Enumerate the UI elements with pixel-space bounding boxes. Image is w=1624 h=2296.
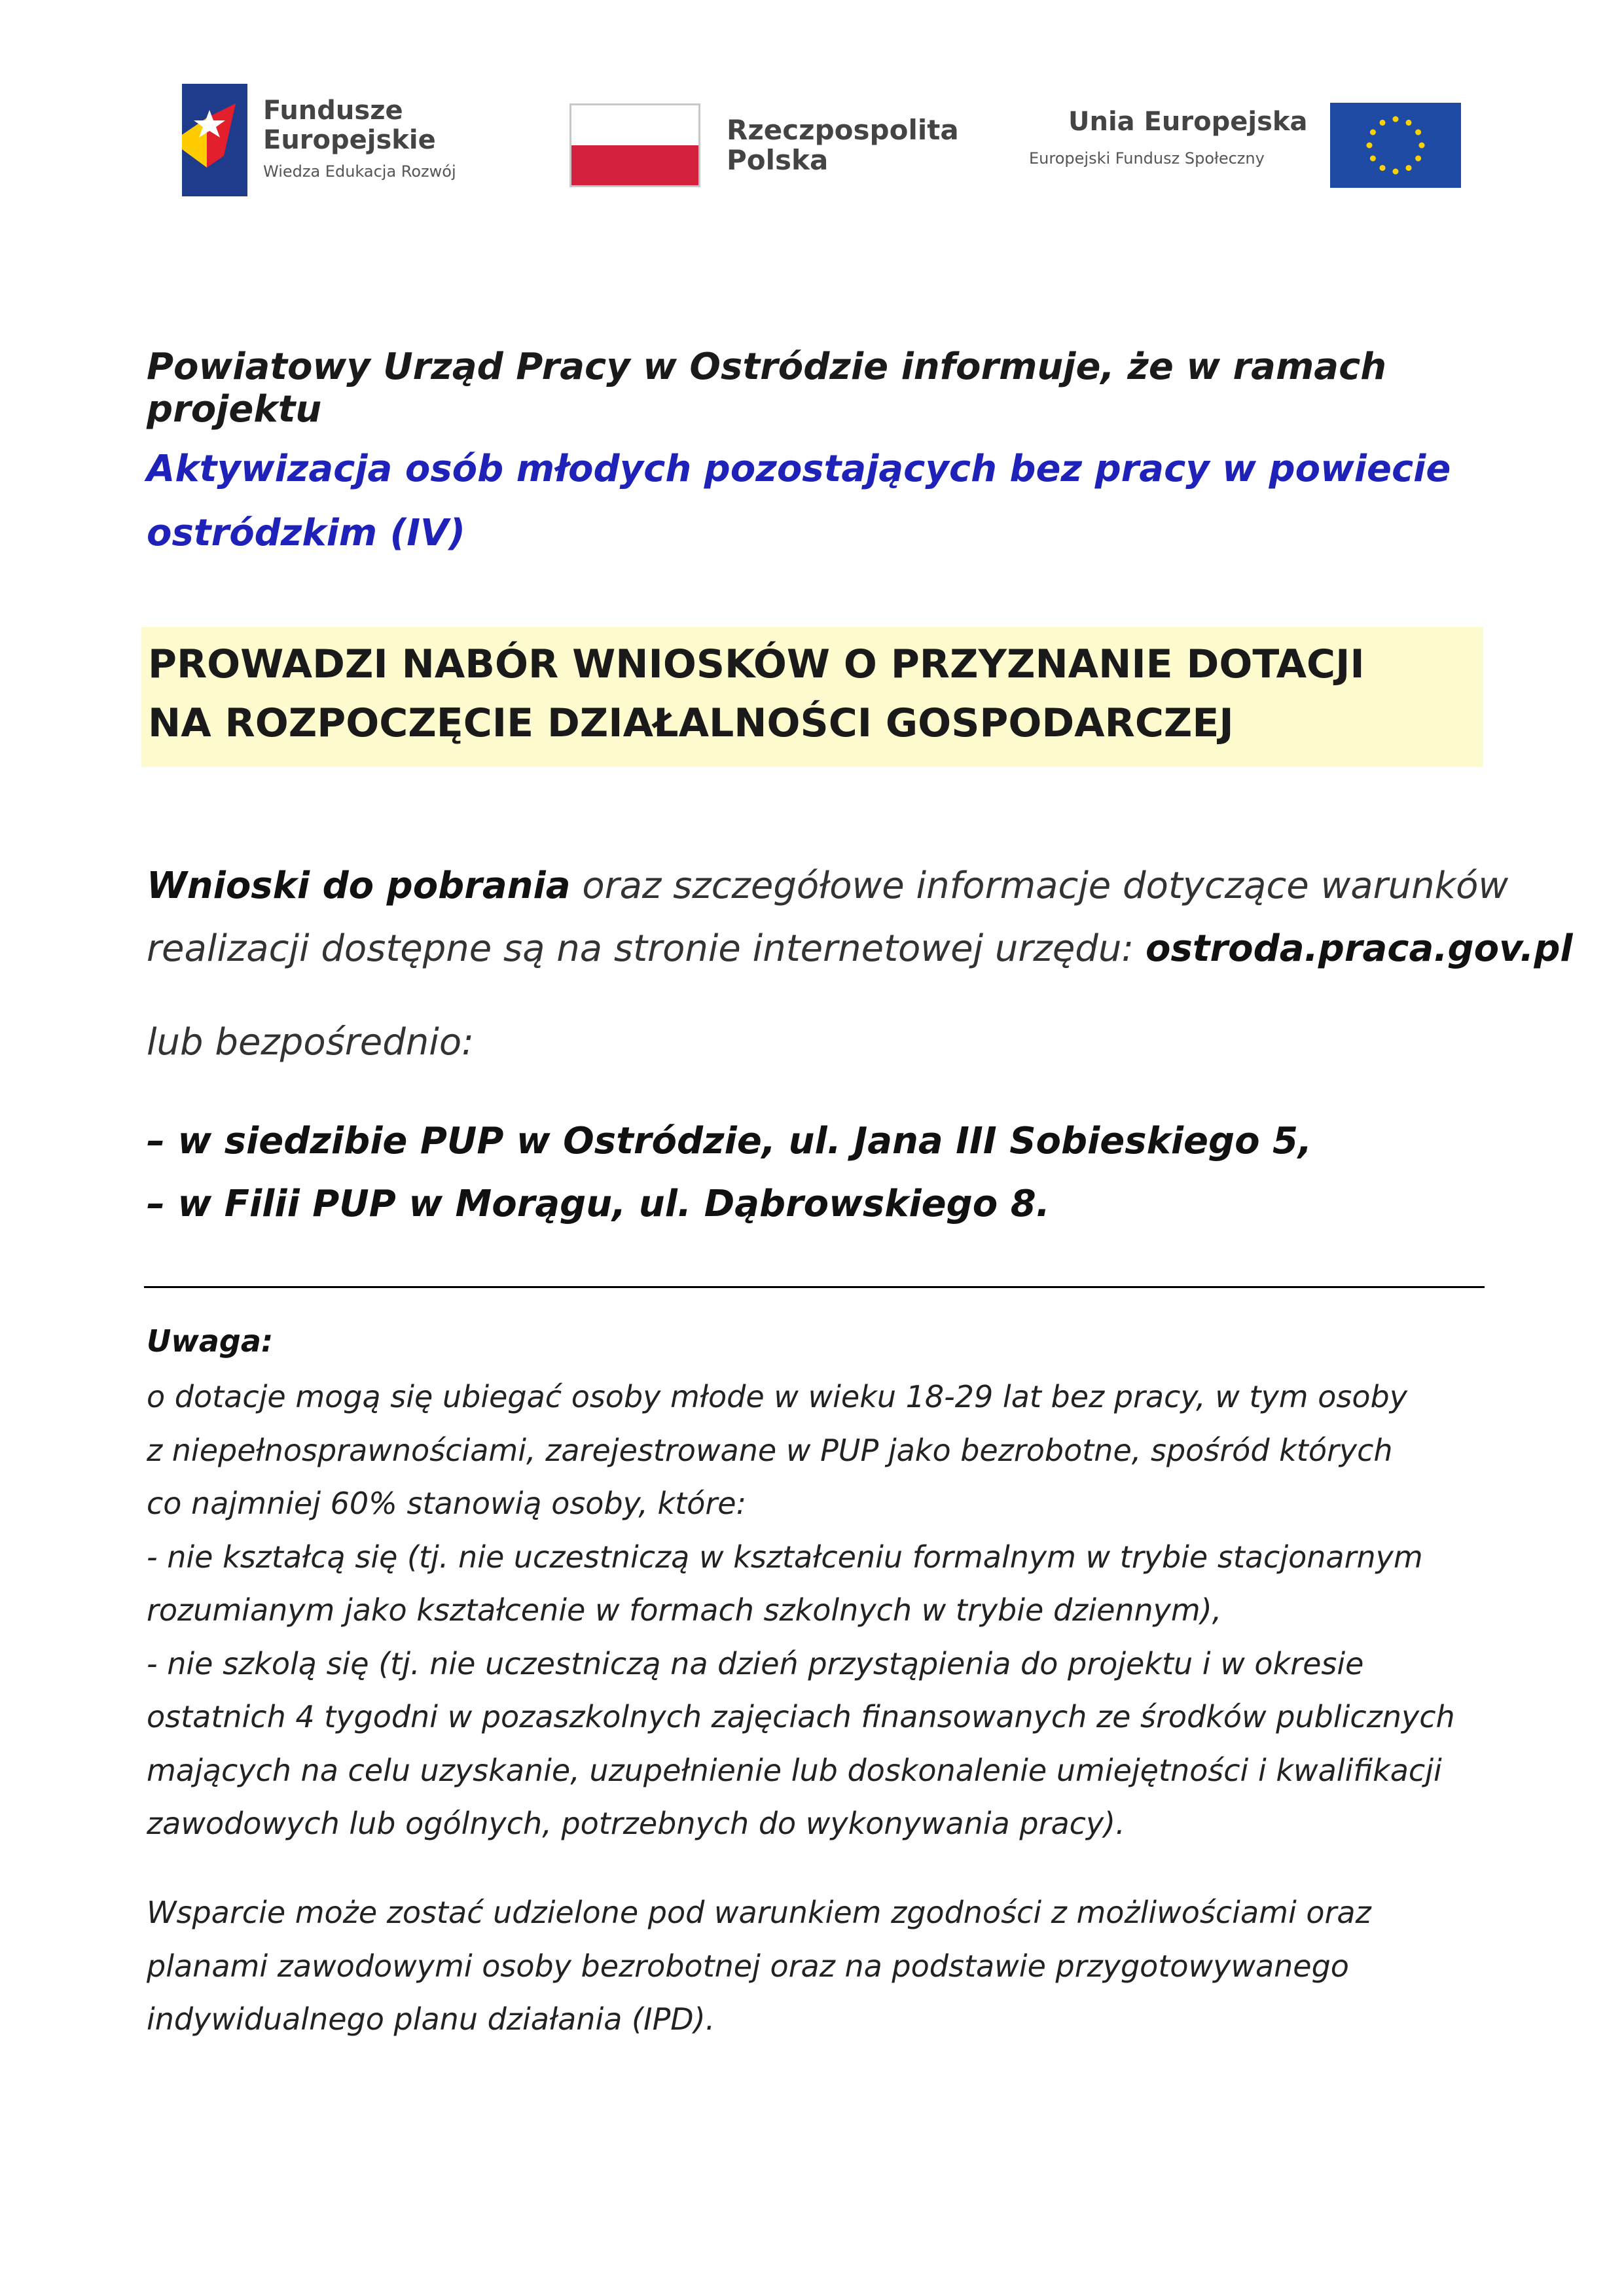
ue-logo-line1: Unia Europejska: [1068, 107, 1308, 137]
note-body: [147, 1371, 1485, 1851]
note-line: rozumianym jako kształcenie w formach szkolnych w trybie dziennym),: [147, 1592, 1222, 1628]
logo-bar: [0, 0, 1624, 275]
address-item: – w Filii PUP w Morągu, ul. Dąbrowskiego 8.: [147, 1183, 1050, 1225]
eu-star-icon: [1393, 169, 1399, 175]
eu-star-icon: [1415, 156, 1421, 162]
support-line: planami zawodowymi osoby bezrobotnej oraz na podstawie przygotowywanego: [147, 1948, 1349, 1984]
fe-logo-line1: Fundusze: [263, 96, 403, 126]
info-bold-start: Wnioski do pobrania: [147, 865, 571, 907]
eu-star-icon: [1415, 130, 1421, 135]
address-list: [147, 1110, 1485, 1236]
note-line: - nie kształcą się (tj. nie uczestniczą w kształceniu formalnym w trybie stacjonarnym: [147, 1539, 1423, 1575]
info-line2: [147, 918, 1573, 980]
website-url: ostroda.praca.gov.pl: [1145, 927, 1573, 970]
support-paragraph: [147, 1886, 1485, 2047]
info-paragraph: [147, 855, 1573, 980]
note-line: zawodowych lub ogólnych, potrzebnych do wykonywania pracy).: [147, 1806, 1125, 1841]
project-title-line2: ostródzkim (IV): [147, 512, 465, 554]
info-line2-start: realizacji dostępne są na stronie internetowej urzędu:: [147, 927, 1146, 970]
info-line1-rest: oraz szczegółowe informacje dotyczące warunków: [570, 865, 1509, 907]
divider: [144, 1286, 1485, 1288]
headline-banner: [141, 627, 1483, 767]
note-line: ostatnich 4 tygodni w pozaszkolnych zajęciach finansowanych ze środków publicznych: [147, 1699, 1455, 1734]
note-line: mających na celu uzyskanie, uzupełnienie lub doskonalenie umiejętności i kwalifikacji: [147, 1752, 1442, 1788]
address-item: – w siedzibie PUP w Ostródzie, ul. Jana III Sobieskiego 5,: [147, 1120, 1312, 1162]
eu-star-icon: [1406, 120, 1412, 126]
info-line1: [147, 855, 1509, 918]
note-line: o dotacje mogą się ubiegać osoby młode w wieku 18-29 lat bez pracy, w tym osoby: [147, 1379, 1407, 1414]
intro-text: Powiatowy Urząd Pracy w Ostródzie informuje, że w ramach projektu: [147, 346, 1387, 431]
note-line: co najmniej 60% stanowią osoby, które:: [147, 1486, 747, 1521]
project-title: [147, 437, 1485, 565]
pl-logo-line1: Rzeczpospolita: [727, 114, 959, 146]
note-title: Uwaga:: [147, 1323, 274, 1359]
fundusze-europejskie-logo-icon: [177, 84, 247, 196]
support-line: Wsparcie może zostać udzielone pod warunkiem zgodności z możliwościami oraz: [147, 1895, 1371, 1930]
eu-star-icon: [1406, 165, 1412, 171]
eu-flag-icon: [1330, 103, 1461, 188]
headline-line2: NA ROZPOCZĘCIE DZIAŁALNOŚCI GOSPODARCZEJ: [148, 700, 1234, 746]
fe-logo-line2: Europejskie: [263, 125, 436, 155]
eu-star-icon: [1370, 130, 1376, 135]
fe-logo-tagline: Wiedza Edukacja Rozwój: [263, 162, 456, 181]
note-line: z niepełnosprawnościami, zarejestrowane w PUP jako bezrobotne, spośród których: [147, 1432, 1393, 1468]
pl-logo-line2: Polska: [727, 144, 829, 176]
eu-star-icon: [1380, 120, 1386, 126]
eu-star-icon: [1419, 143, 1425, 149]
eu-star-icon: [1370, 156, 1376, 162]
support-line: indywidualnego planu działania (IPD).: [147, 2001, 715, 2037]
headline-line1: PROWADZI NABÓR WNIOSKÓW O PRZYZNANIE DOTACJI: [148, 641, 1365, 687]
eu-star-icon: [1393, 117, 1399, 122]
eu-star-icon: [1380, 165, 1386, 171]
ue-logo-line2: Europejski Fundusz Społeczny: [1029, 149, 1265, 168]
direct-text: lub bezpośrednio:: [147, 1021, 474, 1064]
polish-flag-icon: [569, 103, 700, 187]
note-line: - nie szkolą się (tj. nie uczestniczą na dzień przystąpienia do projektu i w okresie: [147, 1645, 1364, 1681]
project-title-line1: Aktywizacja osób młodych pozostających bez pracy w powiecie: [147, 448, 1451, 490]
eu-star-icon: [1367, 143, 1373, 149]
